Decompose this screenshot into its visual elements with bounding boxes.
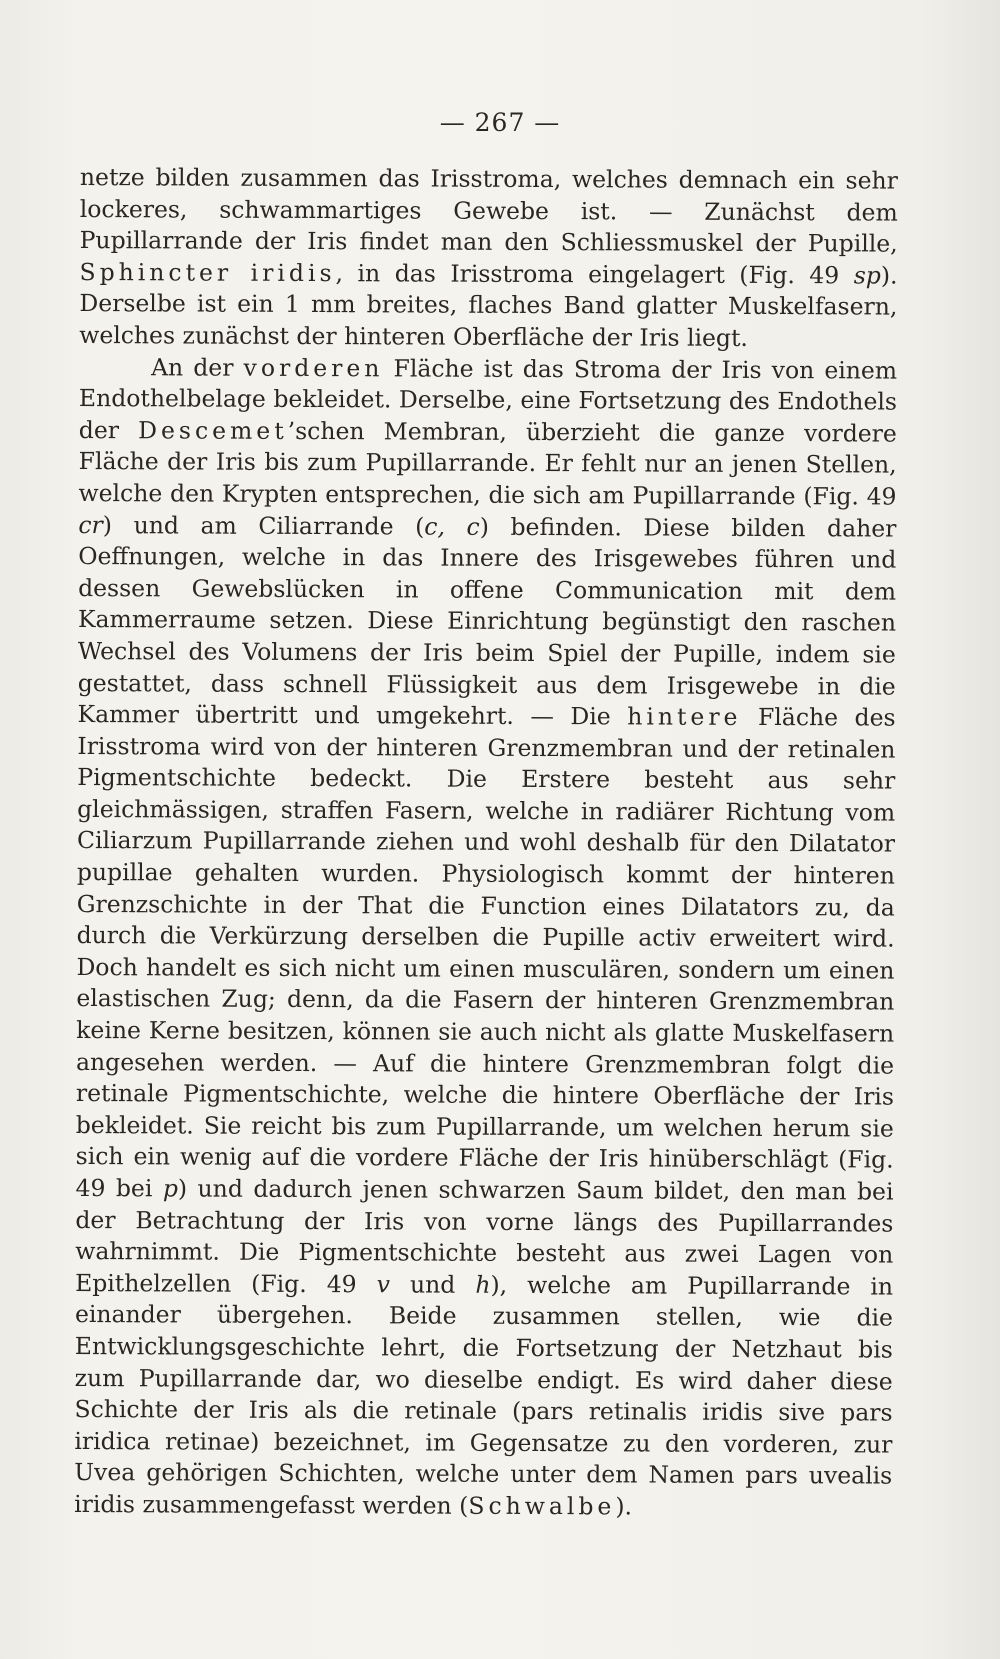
- spaced-emphasis-text: Descemet: [138, 416, 288, 445]
- paragraph-2: [74, 352, 897, 1525]
- spaced-emphasis-text: Sphincter iridis: [79, 257, 336, 287]
- body-text: [74, 162, 898, 1524]
- spaced-emphasis-text: vorderen: [243, 353, 384, 382]
- italic-reference-text: h: [475, 1270, 491, 1299]
- paragraph-1: [79, 162, 898, 355]
- italic-reference-text: cr: [78, 510, 103, 539]
- italic-reference-text: sp: [853, 261, 881, 290]
- text-run: und: [389, 1270, 476, 1299]
- text-run: ).: [615, 1492, 633, 1521]
- text-run: ) und dadurch jenen schwarzen Saum bildet, den man bei der Betrachtung der Iris von vorne längs des Pupillarrandes wahrnimmt. Die Pigmentschichte besteht aus zwei Lagen von Epithelzellen (Fig. 49: [75, 1174, 894, 1299]
- italic-reference-text: c, c: [424, 512, 480, 541]
- text-run: , in das Irisstroma eingelagert (Fig. 49: [335, 258, 854, 290]
- italic-reference-text: p: [162, 1174, 178, 1203]
- text-run: ). Derselbe ist ein 1 mm breites, flaches Band glatter Muskelfasern, welches zunächst der hinteren Oberfläche der Iris liegt.: [79, 261, 898, 352]
- text-run: ) befinden. Diese bilden daher Oeffnungen, welche in das Innere des Irisgewebes führen und dessen Gewebslücken in offene Communication mit dem Kammerraume setzen. Diese Einrichtung begünstigt den raschen Wechsel des Volumens der Iris beim Spiel der Pupille, indem sie gestattet, dass schnell Flüssigkeit aus dem Irisgewebe in die Kammer übertritt und umgekehrt. — Die: [77, 512, 897, 731]
- text-run: Fläche ist das Stroma der Iris von einem Endothelbelage bekleidet. Derselbe, eine Fortsetzung des Endothels der: [78, 353, 898, 445]
- text-run: ) und am Ciliarrande (: [102, 510, 425, 541]
- spaced-emphasis-text: hintere: [627, 702, 742, 731]
- text-run: Fläche des Irisstroma wird von der hinteren Grenzmembran und der retinalen Pigmentschichte bedeckt. Die Erstere besteht aus sehr gleichmässigen, straffen Fasern, welche in radiärer Richtung vom Ciliarzum Pupillarrande ziehen und wohl deshalb für den Dilatator pupillae gehalten wurden. Physiologisch kommt der hinteren Grenzschichte in der That die Function eines Dilatators zu, da durch die Verkürzung derselben die Pupille activ erweitert wird. Doch handelt es sich nicht um einen musculären, sondern um einen elastischen Zug; denn, da die Fasern der hinteren Grenzmembran keine Kerne besitzen, können sie auch nicht als glatte Muskelfasern angesehen werden. — Auf die hintere Grenzmembran folgt die retinale Pigmentschichte, welche die hintere Oberfläche der Iris bekleidet. Sie reicht bis zum Pupillarrande, um welchen herum sie sich ein wenig auf die vordere Fläche der Iris hinüberschlägt (Fig. 49 bei: [75, 702, 896, 1203]
- text-run: netze bilden zusammen das Irisstroma, welches demnach ein sehr lockeres, schwammartiges Gewebe ist. — Zunächst dem Pupillarrande der Iris findet man den Schliessmuskel der Pupille,: [79, 162, 898, 258]
- text-run: An der: [151, 352, 244, 382]
- italic-reference-text: v: [376, 1270, 391, 1299]
- spaced-emphasis-text: Schwalbe: [468, 1491, 616, 1521]
- page-number: — 267 —: [439, 108, 561, 137]
- text-run: ), welche am Pupillarrande in einander übergehen. Beide zusammen stellen, wie die Entwicklungsgeschichte lehrt, die Fortsetzung der Netzhaut bis zum Pupillarrande dar, wo dieselbe endigt. Es wird daher diese Schichte der Iris als die retinale (pars retinalis iridis sive pars iridica retinae) bezeichnet, im Gegensatze zu den vorderen, zur Uvea gehörigen Schichten, welche unter dem Namen pars uvealis iridis zusammengefasst werden (: [74, 1270, 894, 1520]
- text-run: ’schen Membran, überzieht die ganze vordere Fläche der Iris bis zum Pupillarrande. Er fehlt nur an jenen Stellen, welche den Krypten entsprechen, die sich am Pupillarrande (Fig. 49: [78, 416, 897, 511]
